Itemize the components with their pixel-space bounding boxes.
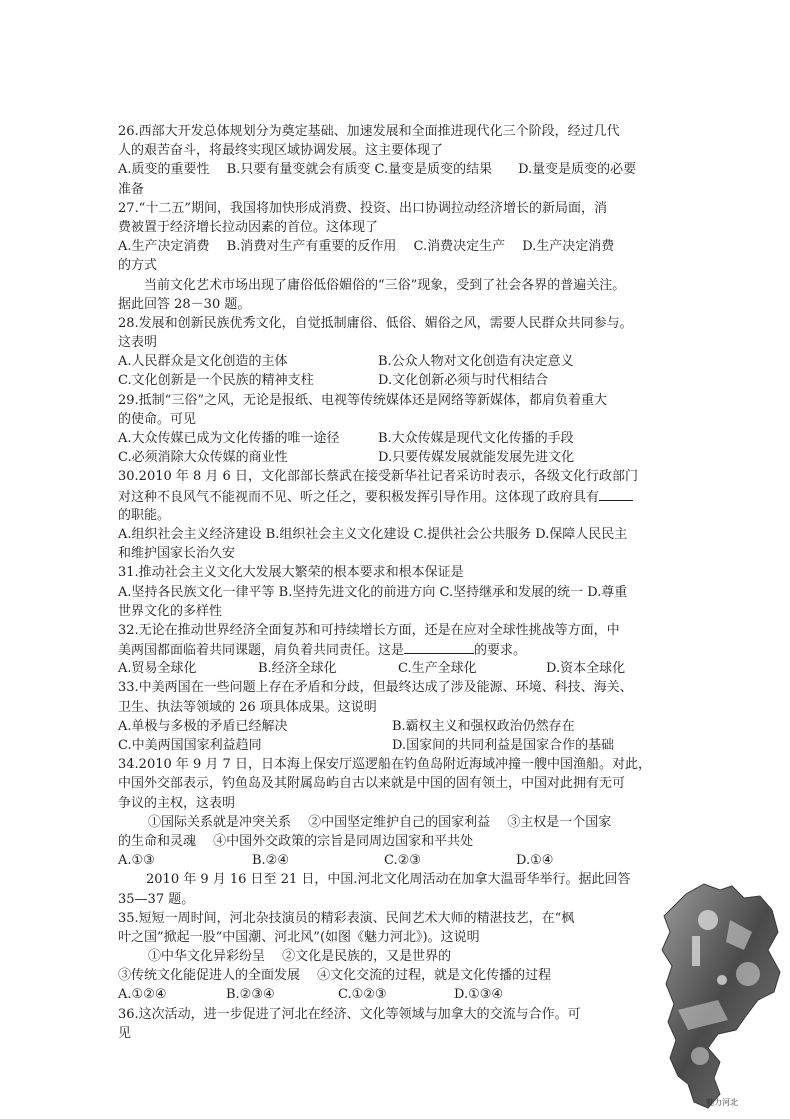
q33-line-1: 33.中美两国在一些问题上存在矛盾和分歧，但最终达成了涉及能源、环境、科技、海关、 bbox=[118, 680, 633, 696]
q35-option-d: D.①③④ bbox=[454, 987, 504, 1003]
q32-answer-blank bbox=[404, 640, 474, 654]
q30-line-1: 30.2010 年 8 月 6 日，文化部部长蔡武在接受新华社记者采访时表示，各级文化行政部门 bbox=[118, 469, 638, 485]
q33-option-b: B.霸权主义和强权政治仍然存在 bbox=[392, 718, 575, 734]
q29-line-1: 29.抵制“三俗”之风，无论是报纸、电视等传统媒体还是网络等新媒体，都肩负着重大 bbox=[118, 392, 607, 408]
q32-option-b: B.经济全球化 bbox=[258, 661, 337, 677]
q34-option-b: B.②④ bbox=[252, 853, 289, 869]
q28-option-d: D.文化创新必须与时代相结合 bbox=[378, 373, 549, 389]
q30-options: A.组织社会主义经济建设 B.组织社会主义文化建设 C.提供社会公共服务 D.保障人民民主 bbox=[118, 526, 628, 542]
q27-line-4: 的方式 bbox=[118, 258, 158, 274]
q31-options: A.坚持各民族文化一律平等 B.坚持先进文化的前进方向 C.坚持继承和发展的统一 D.尊重 bbox=[118, 584, 628, 600]
q34-line-3: 争议的主权，这表明 bbox=[118, 795, 236, 811]
q29-option-a: A.大众传媒已成为文化传播的唯一途径 bbox=[118, 431, 340, 446]
q28-option-b: B.公众人物对文化创造有决定意义 bbox=[378, 354, 574, 370]
figure-caption: 魅力河北 bbox=[706, 1098, 738, 1107]
q26-options: A.质变的重要性 B.只要有量变就会有质变 C.量变是质变的结果 D.量变是质变的必要 bbox=[118, 162, 637, 178]
q28-options-row-2 bbox=[118, 371, 678, 390]
q33-options-row-2 bbox=[118, 736, 678, 755]
q28-options-row-1 bbox=[118, 352, 678, 371]
q34-statements-1: ①国际关系就是冲突关系 ②中国坚定维护自己的国家利益 ③主权是一个国家 bbox=[148, 814, 612, 830]
q32-line-2 bbox=[118, 640, 678, 659]
q30-answer-blank bbox=[599, 487, 633, 501]
q32-line-1: 32.无论在推动世界经济全面复苏和可持续增长方面，还是在应对全球性挑战等方面，中 bbox=[118, 622, 620, 638]
q26-line-1: 26.西部大开发总体规划分为奠定基础、加速发展和全面推进现代化三个阶段，经过几代 bbox=[118, 124, 620, 139]
q30-line-2-text: 对这种不良风气不能视而不见、听之任之，要积极发挥引导作用。这体现了政府具有 bbox=[118, 489, 600, 505]
q33-line-2: 卫生、执法等领域的 26 项具体成果。这说明 bbox=[118, 699, 377, 715]
q33-option-c: C.中美两国国家利益趋同 bbox=[118, 738, 262, 753]
q26-line-4: 准备 bbox=[118, 181, 145, 197]
intro-28-line-2: 据此回答 28－30 题。 bbox=[118, 296, 251, 312]
q36-line-1: 36.这次活动，进一步促进了河北在经济、文化等领域与加拿大的交流与合作。可 bbox=[118, 1006, 581, 1022]
q35-option-c: C.①②③ bbox=[338, 987, 387, 1003]
q30-line-2 bbox=[118, 487, 678, 506]
q26-line-2: 人的艰苦奋斗，将最终实现区域协调发展。这主要体现了 bbox=[118, 143, 444, 159]
q34-option-d: D.①④ bbox=[516, 853, 554, 869]
q35-options bbox=[118, 985, 678, 1004]
q29-option-c: C.必须消除大众传媒的商业性 bbox=[118, 450, 288, 466]
q30-line-5: 和维护国家长治久安 bbox=[118, 546, 236, 562]
intro-28-line-1: 当前文化艺术市场出现了庸俗低俗媚俗的“三俗”现象，受到了社会各界的普遍关注。 bbox=[144, 277, 626, 293]
q34-line-2: 中国外交部表示，钓鱼岛及其附属岛屿自古以来就是中国的固有领土，中国对此拥有无可 bbox=[118, 776, 626, 792]
q35-statements-2: ③传统文化能促进人的全面发展 ④文化交流的过程，就是文化传播的过程 bbox=[118, 968, 552, 984]
q27-options: A.生产决定消费 B.消费对生产有重要的反作用 C.消费决定生产 D.生产决定消费 bbox=[118, 239, 615, 255]
q27-line-2: 费被置于经济增长拉动因素的首位。这体现了 bbox=[118, 219, 379, 235]
q35-statements-1: ①中华文化异彩纷呈 ②文化是民族的，又是世界的 bbox=[148, 949, 452, 965]
q33-options-row-1 bbox=[118, 717, 678, 736]
q34-line-1: 34.2010 年 9 月 7 日，日本海上保安厅巡逻船在钓鱼岛附近海域冲撞一艘中国渔船。对此， bbox=[118, 757, 651, 773]
q28-option-c: C.文化创新是一个民族的精神支柱 bbox=[118, 373, 314, 389]
intro-35-line-2: 35—37 题。 bbox=[118, 891, 195, 907]
q36-line-2: 见 bbox=[118, 1025, 132, 1041]
q34-option-c: C.②③ bbox=[384, 853, 421, 869]
q35-line-1: 35.短短一周时间，河北杂技演员的精彩表演、民间艺术大师的精湛技艺，在“枫 bbox=[118, 910, 575, 926]
q29-options-row-1 bbox=[118, 429, 678, 448]
q34-options bbox=[118, 851, 678, 870]
intro-35-line-1: 2010 年 9 月 16 日至 21 日，中国.河北文化周活动在加拿大温哥华举行。据此回答 bbox=[146, 872, 631, 888]
q32-line-2-end: 的要求。 bbox=[474, 643, 527, 659]
q32-options bbox=[118, 659, 678, 678]
q34-option-a: A.①③ bbox=[118, 853, 155, 869]
q28-option-a: A.人民群众是文化创造的主体 bbox=[118, 354, 288, 370]
q31-line-1: 31.推动社会主义文化大发展大繁荣的根本要求和根本保证是 bbox=[118, 565, 464, 581]
q32-option-d: D.资本全球化 bbox=[546, 661, 626, 677]
q34-statements-2: 的生命和灵魂 ④中国外交政策的宗旨是同周边国家和平共处 bbox=[118, 833, 474, 849]
q35-option-b: B.②③④ bbox=[226, 987, 275, 1003]
q33-option-a: A.单极与多极的矛盾已经解决 bbox=[118, 718, 288, 734]
q29-line-2: 的使命。可见 bbox=[118, 411, 197, 427]
q30-line-3: 的职能。 bbox=[118, 507, 171, 523]
q32-option-c: C.生产全球化 bbox=[398, 661, 477, 677]
q32-line-2-text: 美两国都面临着共同课题，肩负着共同责任。这是 bbox=[118, 643, 405, 659]
exam-page bbox=[118, 122, 678, 1043]
q35-option-a: A.①②④ bbox=[118, 987, 167, 1003]
hebei-map-silhouette bbox=[662, 884, 780, 1108]
q29-option-d: D.只要传媒发展就能发展先进文化 bbox=[378, 450, 575, 466]
q33-option-d: D.国家间的共同利益是国家合作的基础 bbox=[392, 738, 615, 753]
q28-line-2: 这表明 bbox=[118, 335, 158, 351]
q32-option-a: A.贸易全球化 bbox=[118, 661, 197, 677]
q28-line-1: 28.发展和创新民族优秀文化，自觉抵制庸俗、低俗、媚俗之风，需要人民群众共同参与。 bbox=[118, 315, 633, 331]
q29-options-row-2 bbox=[118, 448, 678, 467]
hebei-map-figure bbox=[648, 880, 788, 1116]
q31-line-3: 世界文化的多样性 bbox=[118, 603, 223, 619]
q29-option-b: B.大众传媒是现代文化传播的手段 bbox=[378, 431, 574, 446]
q35-line-2: 叶之国”掀起一股“中国潮、河北风”(如图《魅力河北》)。这说明 bbox=[118, 929, 480, 945]
q27-line-1: 27.“十二五”期间，我国将加快形成消费、投资、出口协调拉动经济增长的新局面，消 bbox=[118, 200, 607, 216]
